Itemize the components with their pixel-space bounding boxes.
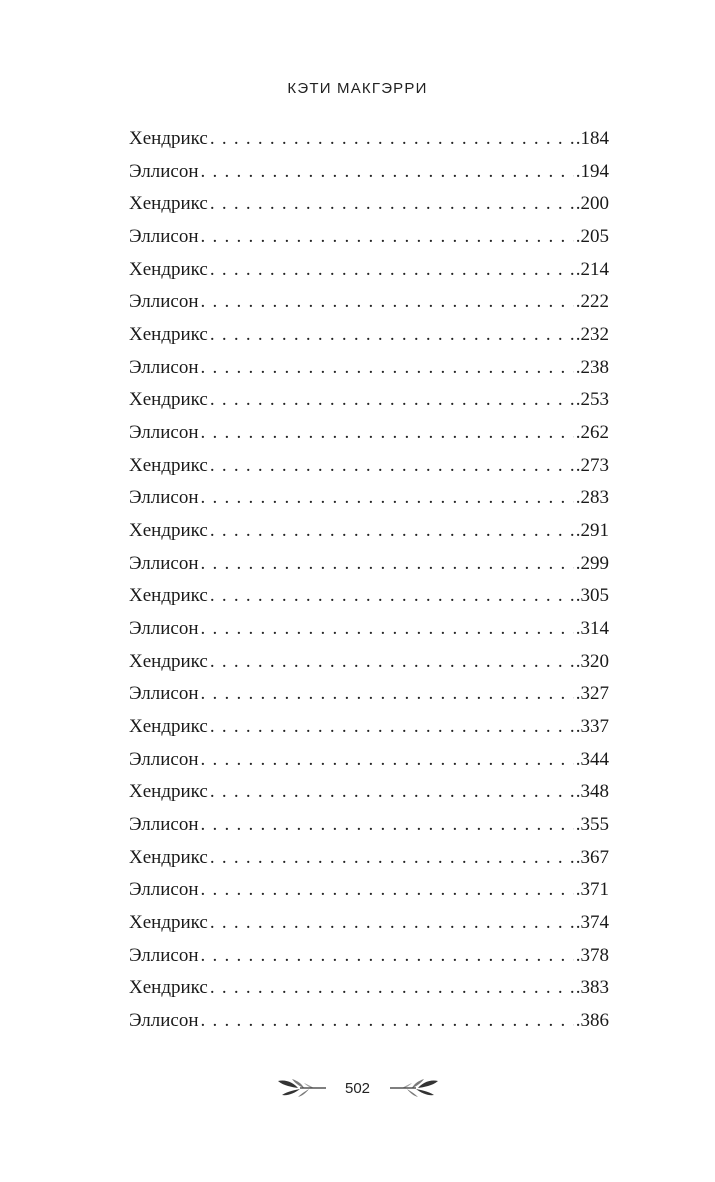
toc-entry [129,188,609,221]
dot-leader [210,580,574,613]
toc-entry-page: .386 [575,1010,609,1032]
toc-entry-title: Эллисон [129,291,199,313]
toc-entry-page: .214 [575,258,609,280]
toc-entry [129,319,609,352]
toc-entry-title: Хендрикс [129,324,208,346]
toc-entry-page: .194 [575,160,609,182]
table-of-contents [129,123,609,1038]
toc-entry-page: .383 [575,977,609,999]
dot-leader [201,482,574,515]
toc-entry [129,842,609,875]
dot-leader [201,221,574,254]
toc-entry-page: .348 [575,781,609,803]
toc-entry-title: Хендрикс [129,193,208,215]
toc-entry-page: .200 [575,193,609,215]
toc-entry-page: .273 [575,454,609,476]
toc-entry [129,417,609,450]
toc-entry-page: .355 [575,814,609,836]
toc-entry-title: Хендрикс [129,454,208,476]
toc-entry-title: Эллисон [129,356,199,378]
toc-entry-title: Хендрикс [129,912,208,934]
toc-entry-title: Хендрикс [129,716,208,738]
dot-leader [201,417,574,450]
toc-entry-title: Хендрикс [129,585,208,607]
toc-entry-title: Эллисон [129,422,199,444]
dot-leader [201,156,574,189]
toc-entry [129,548,609,581]
toc-entry-page: .367 [575,846,609,868]
toc-entry-title: Эллисон [129,226,199,248]
toc-entry-title: Эллисон [129,1010,199,1032]
dot-leader [210,646,574,679]
toc-entry-page: .222 [575,291,609,313]
toc-entry-page: .337 [575,716,609,738]
dot-leader [210,319,574,352]
toc-entry-title: Эллисон [129,944,199,966]
dot-leader [210,776,574,809]
toc-entry-title: Эллисон [129,748,199,770]
toc-entry [129,352,609,385]
toc-entry-page: .184 [575,128,609,149]
toc-entry [129,1005,609,1038]
toc-entry-page: .320 [575,650,609,672]
toc-entry-page: .238 [575,356,609,378]
toc-entry [129,972,609,1005]
toc-entry-page: .305 [575,585,609,607]
leaf-sprig-icon [276,1075,328,1101]
dot-leader [201,809,574,842]
dot-leader [210,188,574,221]
toc-entry-title: Хендрикс [129,258,208,280]
toc-entry-page: .283 [575,487,609,509]
toc-entry-title: Хендрикс [129,846,208,868]
dot-leader [210,711,574,744]
toc-entry [129,515,609,548]
toc-entry-page: .374 [575,912,609,934]
dot-leader [210,450,574,483]
dot-leader [210,384,574,417]
toc-entry-title: Эллисон [129,552,199,574]
toc-entry [129,907,609,940]
dot-leader [201,1005,574,1038]
toc-entry-title: Эллисон [129,618,199,640]
page-footer [0,1073,715,1103]
toc-entry-page: .253 [575,389,609,411]
toc-entry [129,940,609,973]
toc-entry-title: Эллисон [129,683,199,705]
toc-entry-title: Эллисон [129,879,199,901]
toc-entry-title: Хендрикс [129,781,208,803]
toc-entry-title: Хендрикс [129,389,208,411]
dot-leader [210,515,574,548]
toc-entry-title: Эллисон [129,160,199,182]
dot-leader [210,972,574,1005]
toc-entry-page: .344 [575,748,609,770]
toc-entry-page: .314 [575,618,609,640]
toc-entry-title: Хендрикс [129,520,208,542]
toc-entry-page: .299 [575,552,609,574]
page-number: 502 [344,1079,371,1097]
toc-entry-page: .327 [575,683,609,705]
dot-leader [201,874,574,907]
toc-entry [129,678,609,711]
toc-entry [129,613,609,646]
toc-entry [129,123,609,156]
toc-entry [129,254,609,287]
dot-leader [201,744,574,777]
dot-leader [201,678,574,711]
toc-entry [129,711,609,744]
dot-leader [210,842,574,875]
toc-entry-page: .262 [575,422,609,444]
dot-leader [201,286,574,319]
toc-entry [129,286,609,319]
toc-entry [129,744,609,777]
toc-entry [129,450,609,483]
toc-entry [129,809,609,842]
toc-entry-page: .291 [575,520,609,542]
dot-leader [210,907,574,940]
toc-entry [129,646,609,679]
leaf-sprig-icon [388,1075,440,1101]
toc-entry [129,580,609,613]
toc-entry [129,156,609,189]
toc-entry-title: Хендрикс [129,650,208,672]
toc-entry [129,221,609,254]
dot-leader [201,548,574,581]
dot-leader [201,940,574,973]
toc-entry-title: Эллисон [129,814,199,836]
toc-entry-title: Эллисон [129,487,199,509]
dot-leader [210,123,574,156]
toc-entry-page: .371 [575,879,609,901]
toc-entry [129,482,609,515]
dot-leader [210,254,574,287]
toc-entry-page: .205 [575,226,609,248]
toc-entry [129,384,609,417]
toc-entry [129,776,609,809]
toc-entry-page: .378 [575,944,609,966]
running-head: КЭТИ МАКГЭРРИ [287,80,428,97]
toc-entry [129,874,609,907]
toc-entry-page: .232 [575,324,609,346]
toc-entry-title: Хендрикс [129,128,208,149]
dot-leader [201,613,574,646]
toc-entry-title: Хендрикс [129,977,208,999]
dot-leader [201,352,574,385]
